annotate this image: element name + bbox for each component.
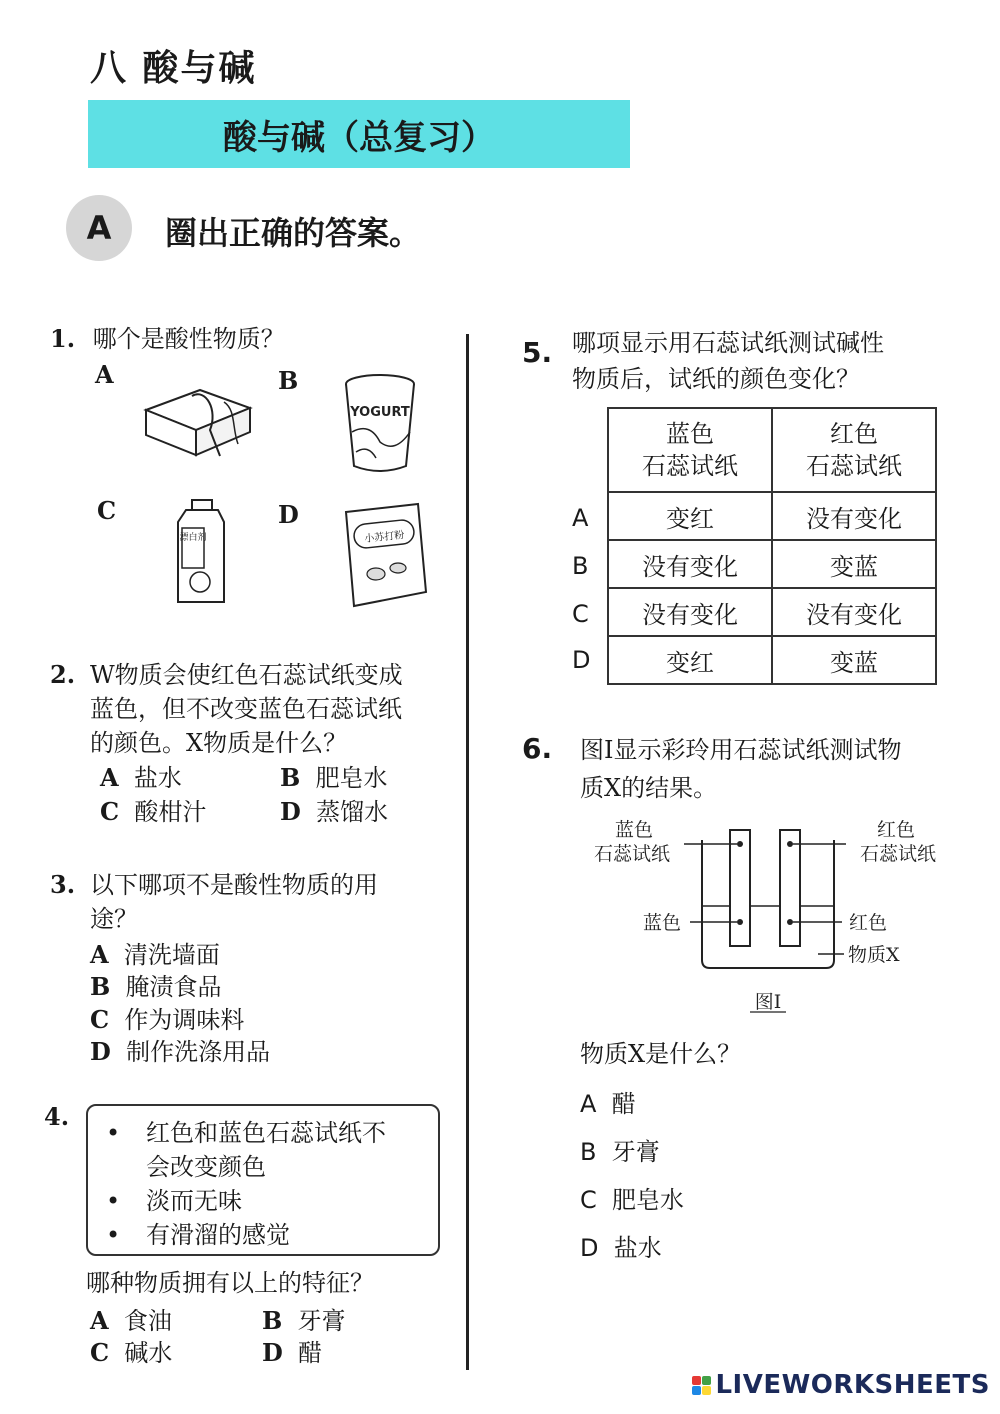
butter-block-image[interactable] (140, 380, 260, 460)
litmus-result-table (607, 407, 937, 685)
q3-option-a[interactable] (90, 938, 220, 972)
q4-bullet-2: 淡而无味 (146, 1187, 242, 1215)
bleach-label: 漂白剂 (179, 533, 207, 543)
fig-right-label-2: 石蕊试纸 (859, 843, 937, 865)
q2-option-b-letter: B (280, 763, 301, 792)
q3-block (50, 868, 460, 936)
fig-left-label-1: 蓝色 (614, 819, 654, 841)
q3-option-c-text: 作为调味料 (124, 1006, 245, 1034)
q4-bullet-3: 有滑溜的感觉 (146, 1221, 290, 1249)
q5-option-a-letter[interactable]: A (572, 504, 589, 532)
q2-option-b-text: 肥皂水 (315, 764, 388, 792)
brand-name: LIVEWORKSHEETS (715, 1370, 990, 1400)
q4-question: 哪种物质拥有以上的特征？ (86, 1269, 374, 1297)
bleach-bottle-image[interactable] (172, 498, 232, 608)
q6-option-d-letter: D (580, 1234, 599, 1262)
q2-block (50, 658, 460, 760)
fig-left-label-2: 石蕊试纸 (593, 843, 671, 865)
q3-option-c[interactable] (90, 1003, 244, 1037)
q4-option-b-text: 牙膏 (297, 1307, 346, 1335)
q4-option-d-text: 醋 (298, 1339, 323, 1367)
q1-option-b-letter[interactable]: B (278, 366, 299, 395)
q5-option-c-letter[interactable]: C (572, 600, 589, 628)
q2-option-d[interactable] (280, 795, 388, 829)
q4-bullet-list (106, 1116, 426, 1252)
q4-option-b-letter: B (262, 1306, 283, 1335)
q4-option-b[interactable] (262, 1304, 346, 1338)
logo-icon (692, 1376, 711, 1395)
q4-option-c[interactable] (90, 1336, 172, 1370)
q3-option-d-text: 制作洗涤用品 (126, 1038, 271, 1066)
q1-number: 1. (50, 324, 76, 353)
q3-option-b[interactable] (90, 970, 222, 1004)
q2-option-d-letter: D (280, 797, 301, 826)
q6-prompt: 物质X是什么？ (580, 1040, 742, 1068)
q4-option-d-letter: D (262, 1338, 283, 1367)
beaker (702, 840, 834, 968)
q6-option-d[interactable] (580, 1231, 662, 1265)
q6-option-a-text: 醋 (611, 1090, 636, 1118)
section-badge (66, 195, 132, 261)
fig-right-label-1: 红色 (876, 819, 916, 841)
q2-line-2: 蓝色，但不改变蓝色石蕊试纸 (90, 695, 402, 723)
row-c-blue: 没有变化 (608, 588, 772, 636)
baking-soda-label: 小苏打粉 (363, 529, 405, 546)
q2-option-c[interactable] (100, 795, 206, 829)
q6-option-a-letter: A (580, 1090, 597, 1118)
q6-option-b[interactable] (580, 1135, 660, 1169)
fig-caption: 图I (754, 991, 782, 1013)
q6-question (580, 733, 970, 805)
baking-soda-bag-image[interactable] (340, 502, 430, 612)
row-d-red: 变蓝 (772, 636, 936, 684)
q5-option-b-letter[interactable]: B (572, 552, 589, 580)
q2-option-c-letter: C (100, 797, 120, 826)
yogurt-label: YOGURT (350, 405, 410, 420)
red-litmus-strip (780, 830, 800, 946)
q3-option-d[interactable] (90, 1035, 270, 1069)
q5-question (572, 326, 972, 396)
row-d-blue: 变红 (608, 636, 772, 684)
row-a-red: 没有变化 (772, 492, 936, 540)
q1-option-a-letter[interactable]: A (95, 360, 114, 389)
q5-number: 5. (522, 336, 553, 369)
q3-option-d-letter: D (90, 1037, 111, 1066)
q3-option-b-letter: B (90, 972, 111, 1001)
q3-number: 3. (50, 870, 76, 899)
q3-option-b-text: 腌渍食品 (125, 973, 222, 1001)
q2-number: 2. (50, 660, 76, 689)
row-a-blue: 变红 (608, 492, 772, 540)
litmus-test-figure (580, 810, 960, 1020)
bullet-icon: • (106, 1221, 121, 1249)
q4-option-d[interactable] (262, 1336, 322, 1370)
chapter-title: 八 酸与碱 (90, 48, 257, 89)
q5-line-2: 物质后，试纸的颜色变化？ (572, 365, 860, 393)
fig-left-result: 蓝色 (642, 912, 682, 934)
q6-option-c[interactable] (580, 1183, 684, 1217)
q4-number: 4. (44, 1102, 70, 1131)
q2-line-1: W物质会使红色石蕊试纸变成 (90, 661, 403, 689)
fig-substance-label: 物质X (848, 944, 900, 966)
liveworksheets-logo[interactable] (692, 1370, 990, 1400)
q2-line-3: 的颜色。X物质是什么？ (90, 729, 348, 757)
q3-option-c-letter: C (90, 1005, 110, 1034)
fig-right-result: 红色 (848, 912, 888, 934)
bullet-icon: • (106, 1119, 121, 1147)
q4-bullet-1: 红色和蓝色石蕊试纸不 (146, 1119, 386, 1147)
q3-line-2: 途？ (90, 905, 138, 933)
bullet-icon: • (106, 1187, 121, 1215)
q6-line-2: 质X的结果。 (580, 774, 718, 802)
q6-number: 6. (522, 732, 553, 765)
q6-option-c-letter: C (580, 1186, 597, 1214)
title-banner (88, 100, 630, 168)
q1-header (50, 322, 285, 356)
q3-line-1: 以下哪项不是酸性物质的用 (90, 871, 378, 899)
q6-option-a[interactable] (580, 1087, 636, 1121)
section-instruction: 圈出正确的答案。 (165, 214, 422, 252)
row-b-red: 变蓝 (772, 540, 936, 588)
q4-option-a-letter: A (90, 1306, 109, 1335)
col-header-red-litmus: 红色 石蕊试纸 (772, 408, 936, 492)
q2-option-c-text: 酸柑汁 (134, 798, 207, 826)
banner-title: 酸与碱（总复习） (223, 117, 495, 158)
q2-option-a[interactable] (100, 761, 182, 795)
yogurt-cup-image[interactable] (340, 372, 420, 476)
q5-option-d-letter[interactable]: D (572, 646, 591, 674)
row-c-red: 没有变化 (772, 588, 936, 636)
q1-question: 哪个是酸性物质？ (92, 325, 285, 353)
q6-line-1: 图I显示彩玲用石蕊试纸测试物 (580, 736, 902, 764)
col-header-blue-litmus: 蓝色 石蕊试纸 (608, 408, 772, 492)
q2-option-a-text: 盐水 (133, 764, 182, 792)
blue-litmus-strip (730, 830, 750, 946)
q4-bullet-1-cont: 会改变颜色 (146, 1153, 266, 1181)
q2-option-a-letter: A (100, 763, 119, 792)
q6-option-b-letter: B (580, 1138, 597, 1166)
q5-line-1: 哪项显示用石蕊试纸测试碱性 (572, 329, 884, 357)
q3-option-a-text: 清洗墙面 (123, 941, 220, 969)
q6-option-b-text: 牙膏 (611, 1138, 660, 1166)
q4-option-c-letter: C (90, 1338, 110, 1367)
q2-option-d-text: 蒸馏水 (316, 798, 389, 826)
q4-option-a[interactable] (90, 1304, 172, 1338)
q3-option-a-letter: A (90, 940, 109, 969)
q1-option-d-letter[interactable]: D (278, 500, 299, 529)
q6-option-d-text: 盐水 (613, 1234, 662, 1262)
q4-option-c-text: 碱水 (124, 1339, 173, 1367)
q1-option-c-letter[interactable]: C (97, 496, 117, 525)
q6-option-c-text: 肥皂水 (612, 1186, 685, 1214)
q4-option-a-text: 食油 (123, 1307, 172, 1335)
section-letter: A (86, 209, 112, 247)
column-divider (466, 334, 469, 1370)
row-b-blue: 没有变化 (608, 540, 772, 588)
q2-option-b[interactable] (280, 761, 388, 795)
